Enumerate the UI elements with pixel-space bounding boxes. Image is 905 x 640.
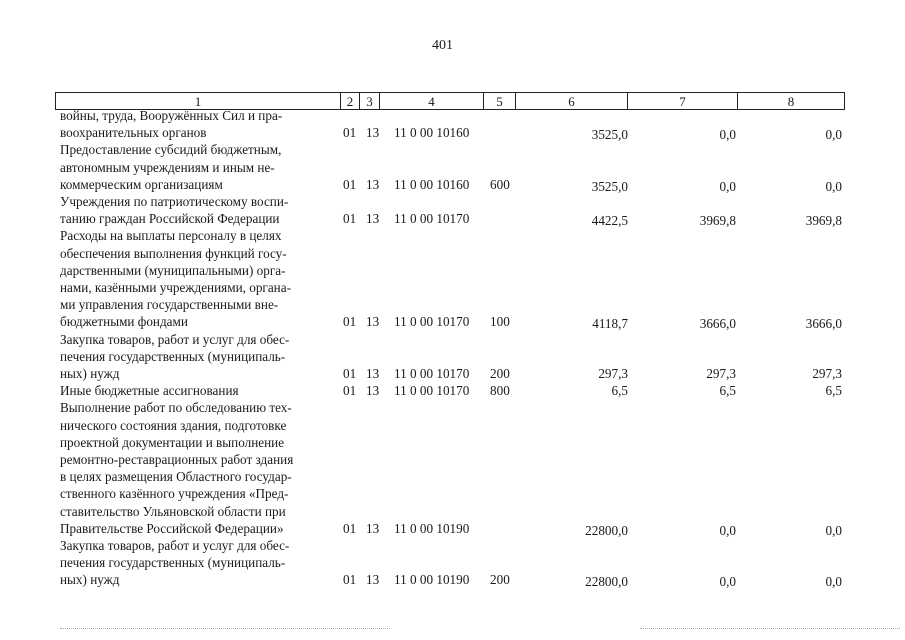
description-line: войны, труда, Вооружённых Сил и пра- [60,108,283,123]
cell-section: 01 [343,366,357,381]
row-description [60,141,335,193]
cell-amount-2024: 3666,0 [699,316,736,332]
row-description [60,331,335,383]
cell-amount-2024: 0,0 [719,522,736,538]
cell-amount-2023: 297,3 [598,366,628,381]
cell-amount-2024: 0,0 [719,127,736,143]
header-col-8: 8 [737,92,845,110]
description-line: бюджетными фондами [60,314,188,330]
description-line: автономным учреждениям и иным не- [60,159,275,175]
row-description [60,227,335,330]
cell-subsection: 13 [366,314,380,330]
description-line: Предоставление субсидий бюджетным, [60,142,282,158]
cell-amount-2025: 0,0 [825,574,842,590]
cell-section: 01 [343,314,357,330]
row-description [60,537,335,589]
cell-expense-type: 100 [490,314,510,330]
description-line: ми управления государственными вне- [60,297,279,313]
page-number: 401 [432,38,453,53]
description-line: печения государственных (муниципаль- [60,348,286,364]
header-col-7: 7 [627,92,738,110]
description-line: печения государственных (муниципаль- [60,555,286,571]
cell-expense-type: 800 [490,383,510,399]
cell-amount-2025: 0,0 [825,127,842,143]
cell-target-article: 11 0 00 10160 [394,176,470,192]
cell-subsection: 13 [366,211,380,227]
cell-section: 01 [343,383,357,399]
cell-subsection: 13 [366,176,380,192]
header-col-5: 5 [483,92,516,110]
cell-target-article: 11 0 00 10160 [394,125,470,141]
cell-expense-type: 600 [490,176,510,192]
row-description [60,382,335,399]
description-line: в целях размещения Областного государ- [60,469,292,485]
cell-amount-2025: 6,5 [825,383,842,399]
cell-expense-type: 200 [490,366,510,381]
cell-amount-2023: 4118,7 [592,316,628,332]
header-col-2: 2 [340,92,360,110]
cell-amount-2025: 297,3 [812,366,842,381]
row-description [60,193,335,227]
header-col-6: 6 [515,92,628,110]
header-col-1: 1 [55,92,341,110]
description-line: ремонтно-реставрационных работ здания [60,452,294,467]
description-line: Учреждения по патриотическому воспи- [60,194,289,209]
description-line: обеспечения выполнения функций госу- [60,245,287,261]
description-line: Правительстве Российской Федерации» [60,520,284,536]
cell-subsection: 13 [366,572,380,588]
cell-amount-2023: 3525,0 [591,178,628,194]
cell-amount-2025: 0,0 [825,178,842,194]
cell-target-article: 11 0 00 10190 [394,520,470,536]
cell-expense-type: 200 [490,572,510,588]
cell-subsection: 13 [366,125,380,141]
description-line: ных) нужд [60,572,120,588]
description-line: Закупка товаров, работ и услуг для обес- [60,331,290,347]
cell-target-article: 11 0 00 10170 [394,383,470,399]
description-line: нического состояния здания, подготовке [60,417,287,433]
description-line: Расходы на выплаты персоналу в целях [60,228,282,244]
cell-amount-2023: 6,5 [611,383,628,399]
description-line: воохранительных органов [60,125,207,141]
cell-amount-2024: 0,0 [719,574,736,590]
description-line: ственного казённого учреждения «Пред- [60,486,289,502]
cell-target-article: 11 0 00 10170 [394,314,470,330]
cell-amount-2024: 3969,8 [699,213,736,229]
cell-subsection: 13 [366,520,380,536]
description-line: Закупка товаров, работ и услуг для обес- [60,538,290,553]
description-line: Иные бюджетные ассигнования [60,383,239,399]
cell-section: 01 [343,176,357,192]
cell-section: 01 [343,211,357,227]
header-col-4: 4 [379,92,484,110]
header-col-3: 3 [359,92,380,110]
cell-amount-2024: 0,0 [719,178,736,194]
cell-section: 01 [343,125,357,141]
cell-amount-2025: 3666,0 [805,316,842,332]
description-line: ставительство Ульяновской области при [60,503,286,519]
cell-amount-2025: 3969,8 [805,213,842,229]
description-line: проектной документации и выполнение [60,434,285,450]
cell-target-article: 11 0 00 10170 [394,211,470,227]
cell-amount-2023: 3525,0 [591,127,628,143]
cell-amount-2023: 4422,5 [591,213,628,229]
row-description [60,107,335,141]
cell-target-article: 11 0 00 10170 [394,366,470,381]
cell-subsection: 13 [366,383,380,399]
cell-amount-2024: 297,3 [706,366,736,381]
cell-amount-2024: 6,5 [719,383,736,399]
cell-target-article: 11 0 00 10190 [394,572,470,588]
cell-amount-2023: 22800,0 [585,574,628,590]
description-line: коммерческим организациям [60,176,223,192]
cell-subsection: 13 [366,366,380,381]
description-line: нами, казёнными учреждениями, органа- [60,280,291,295]
cell-amount-2023: 22800,0 [585,522,628,538]
cell-section: 01 [343,572,357,588]
description-line: ных) нужд [60,366,120,381]
cell-section: 01 [343,520,357,536]
description-line: дарственными (муниципальными) орга- [60,262,286,278]
description-line: Выполнение работ по обследованию тех- [60,400,292,416]
row-description [60,399,335,537]
cell-amount-2025: 0,0 [825,522,842,538]
description-line: танию граждан Российской Федерации [60,211,280,227]
